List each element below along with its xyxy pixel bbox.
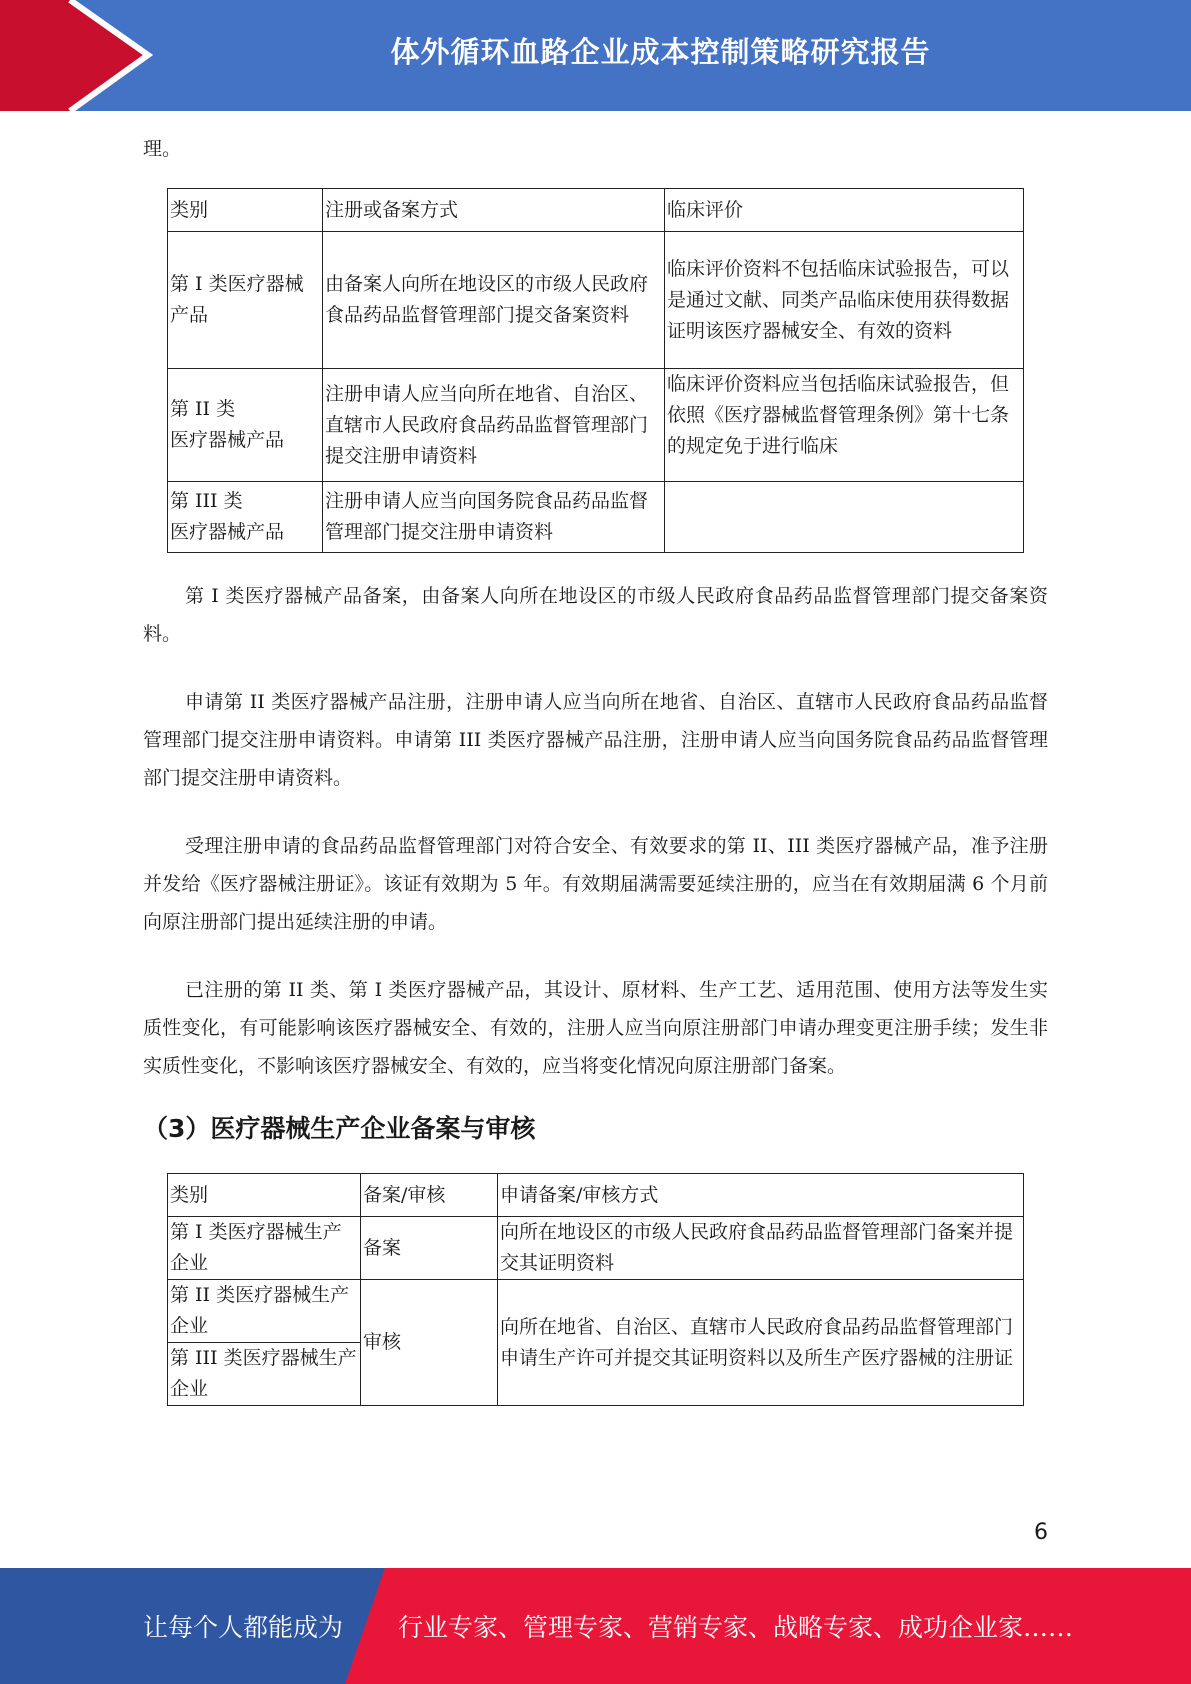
table-cell: 第 II 类医疗器械生产企业 [168,1280,361,1343]
production-table [167,1173,1024,1406]
table-header-cell: 临床评价 [665,189,1024,232]
paragraph: 第 I 类医疗器械产品备案，由备案人向所在地设区的市级人民政府食品药品监督管理部门提交备案资料。 [143,585,1048,645]
paragraph: 申请第 II 类医疗器械产品注册，注册申请人应当向所在地省、自治区、直辖市人民政府食品药品监督管理部门提交注册申请资料。申请第 III 类医疗器械产品注册，注册申请人应当向国务院食品药品监督管理部门提交注册申请资料。 [143,691,1048,789]
section-heading: （3）医疗器械生产企业备案与审核 [143,1114,536,1143]
table-header-row [168,189,1024,232]
table-cell: 第 III 类 医疗器械产品 [168,482,323,553]
table-cell: 注册申请人应当向所在地省、自治区、直辖市人民政府食品药品监督管理部门提交注册申请资料 [323,369,665,482]
report-title: 体外循环血路企业成本控制策略研究报告 [390,34,931,69]
table-cell: 注册申请人应当向国务院食品药品监督管理部门提交注册申请资料 [323,482,665,553]
table-row [168,232,1024,369]
table-header-row [168,1174,1024,1217]
table-cell [665,482,1024,553]
table-row [168,1217,1024,1280]
table-cell: 临床评价资料不包括临床试验报告，可以是通过文献、同类产品临床使用获得数据证明该医疗器械安全、有效的资料 [665,232,1024,369]
table-cell: 向所在地设区的市级人民政府食品药品监督管理部门备案并提交其证明资料 [498,1217,1024,1280]
table-cell: 第 I 类医疗器械产品 [168,232,323,369]
registration-table [167,188,1024,553]
lead-text: 理。 [143,138,182,160]
table-row [168,1280,1024,1343]
table-header-cell: 备案/审核 [361,1174,498,1217]
page-header [0,0,1191,111]
table-cell: 临床评价资料应当包括临床试验报告，但依照《医疗器械监督管理条例》第十七条的规定免于进行临床 [665,369,1024,482]
paragraph: 已注册的第 II 类、第 I 类医疗器械产品，其设计、原材料、生产工艺、适用范围、使用方法等发生实质性变化，有可能影响该医疗器械安全、有效的，注册人应当向原注册部门申请办理变更注册手续；发生非实质性变化，不影响该医疗器械安全、有效的，应当将变化情况向原注册部门备案。 [143,979,1048,1077]
footer-slogan-right: 行业专家、管理专家、营销专家、战略专家、成功企业家…… [398,1613,1074,1642]
table-cell: 备案 [361,1217,498,1280]
table-cell: 第 III 类医疗器械生产企业 [168,1343,361,1406]
table-cell: 向所在地省、自治区、直辖市人民政府食品药品监督管理部门申请生产许可并提交其证明资料以及所生产医疗器械的注册证 [498,1280,1024,1406]
table-cell: 第 I 类医疗器械生产企业 [168,1217,361,1280]
table-header-cell: 类别 [168,189,323,232]
table-row [168,369,1024,482]
table-header-cell: 类别 [168,1174,361,1217]
page-content [143,130,1048,1406]
table-row [168,482,1024,553]
table-header-cell: 注册或备案方式 [323,189,665,232]
table-cell: 由备案人向所在地设区的市级人民政府食品药品监督管理部门提交备案资料 [323,232,665,369]
page-footer [0,1568,1191,1684]
table-header-cell: 申请备案/审核方式 [498,1174,1024,1217]
footer-slogan-left: 让每个人都能成为 [143,1613,344,1642]
table-cell: 第 II 类 医疗器械产品 [168,369,323,482]
paragraph: 受理注册申请的食品药品监督管理部门对符合安全、有效要求的第 II、III 类医疗器械产品，准予注册并发给《医疗器械注册证》。该证有效期为 5 年。有效期届满需要延续注册的，应当在有效期届满 6 个月前向原注册部门提出延续注册的申请。 [143,835,1048,933]
table-cell: 审核 [361,1280,498,1406]
page-number: 6 [1034,1520,1048,1545]
